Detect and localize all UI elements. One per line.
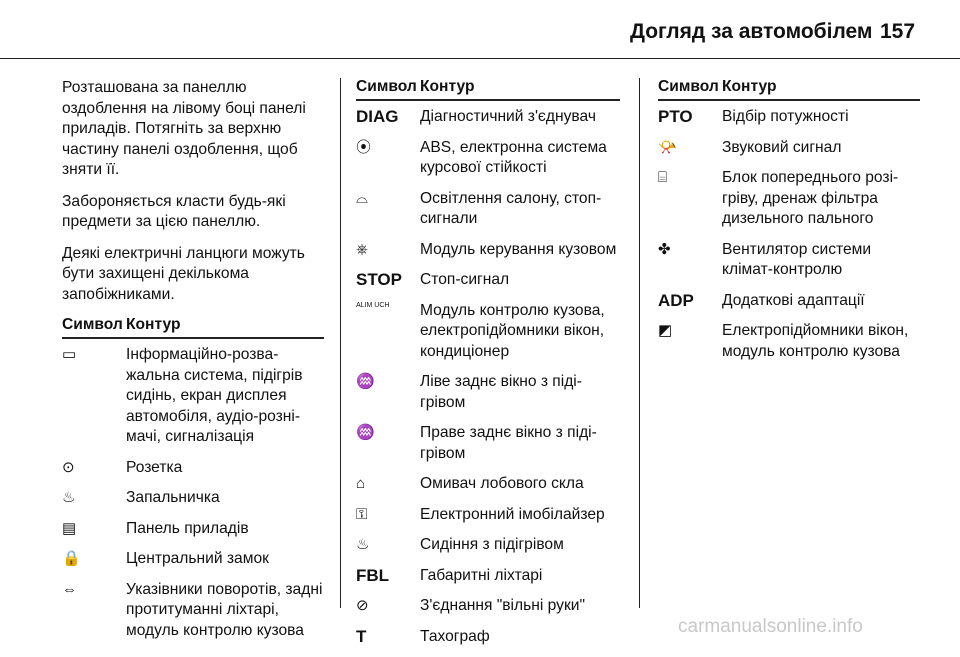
fan-icon: ✤ — [658, 240, 671, 258]
adp-symbol: ADP — [658, 290, 694, 310]
stop-symbol: STOP — [356, 270, 402, 289]
column-divider — [340, 78, 341, 608]
symbol-header: Символ — [62, 316, 123, 333]
socket-icon: ⊙ — [62, 458, 75, 476]
column-right — [658, 78, 920, 372]
fuse-row — [356, 107, 620, 128]
fuse-row — [356, 596, 620, 617]
fbl-symbol: FBL — [356, 565, 390, 585]
column-middle — [356, 78, 620, 657]
preheat-icon: ⌸ — [658, 169, 668, 186]
rear-window-heater-left-icon: ♒ — [356, 373, 375, 390]
fuse-row — [356, 138, 620, 179]
fuse-description: Стоп-сигнал — [420, 271, 510, 288]
immobiliser-icon: ⚿ — [356, 505, 368, 523]
pto-symbol: PTO — [658, 107, 693, 126]
fuse-table-header — [356, 78, 620, 101]
fuse-row — [658, 107, 920, 128]
fuse-description: Електронний імобілайзер — [420, 505, 605, 523]
turn-signal-icon: ⇔ — [62, 580, 77, 598]
fuse-description: Омивач лобового скла — [420, 475, 584, 492]
rear-window-heater-right-icon: ♒ — [356, 424, 375, 441]
fuse-row — [62, 488, 324, 509]
fuse-description: З'єднання "вільні руки" — [420, 597, 586, 614]
fuse-row — [356, 627, 620, 648]
fuse-description: Ліве заднє вікно з піді-грівом — [420, 373, 582, 411]
fuse-row — [356, 566, 620, 587]
interior-light-icon: ⌓ — [356, 189, 368, 207]
intro-paragraph-1: Розташована за панеллю оздоблення на лівому боці панелі приладів. Потягніть за верхню частину панелі оздоблення, щоб зняти її. — [62, 79, 306, 178]
fuse-description: Панель приладів — [126, 519, 249, 537]
circuit-header: Контур — [126, 316, 181, 333]
watermark: carmanualsonline.info — [678, 616, 863, 637]
fuse-description: Інформаційно-розва-жальна система, підігрів сидінь, екран дисплея автомобіля, аудіо-розні-мачі, сигналізація — [126, 346, 303, 445]
intro-paragraph-3: Деякі електричні ланцюги можуть бути захищені декількома запобіжниками. — [62, 244, 305, 303]
fuse-row — [658, 291, 920, 312]
central-lock-icon: 🔒 — [62, 550, 81, 567]
fuse-row — [356, 535, 620, 556]
fuse-row — [658, 138, 920, 159]
abs-icon: ⦿ — [356, 138, 372, 156]
power-window-icon: ◩ — [658, 322, 673, 339]
heated-seat-icon: ♨ — [356, 536, 370, 553]
windscreen-washer-icon: ⌂ — [356, 475, 366, 492]
fuse-description: Розетка — [126, 458, 183, 476]
fuse-description: Модуль керування кузовом — [420, 240, 617, 258]
fuse-row — [658, 321, 920, 362]
column-left — [62, 78, 324, 651]
fuse-description: Габаритні ліхтарі — [420, 566, 543, 584]
symbol-header: Символ — [658, 78, 719, 95]
fuse-description: Блок попереднього розі-гріву, дренаж фільтра дизельного пального — [722, 169, 899, 227]
header-divider — [0, 58, 960, 59]
instrument-panel-icon: ▤ — [62, 519, 77, 537]
column-divider — [639, 78, 640, 608]
fuse-description: Тахограф — [420, 627, 490, 645]
fuse-description: Електропідйомники вікон, модуль контролю кузова — [722, 322, 909, 360]
fuse-row — [356, 270, 620, 291]
fuse-row — [62, 549, 324, 570]
hands-free-icon: ⊘ — [356, 597, 369, 614]
fuse-description: Освітлення салону, стоп-сигнали — [420, 189, 602, 227]
fuse-description: Запальничка — [126, 489, 220, 506]
diag-symbol: DIAG — [356, 107, 399, 126]
fuse-row — [356, 423, 620, 464]
fuse-row — [62, 345, 324, 448]
fuse-table-header — [658, 78, 920, 101]
page-header — [0, 0, 960, 60]
alim-uch-symbol: ALIM UCH — [356, 301, 390, 309]
circuit-header: Контур — [420, 78, 475, 95]
horn-icon: 📯 — [658, 138, 677, 156]
fuse-row — [62, 458, 324, 479]
infotainment-icon: ▭ — [62, 346, 77, 363]
fuse-row — [356, 474, 620, 495]
cigarette-lighter-icon: ♨ — [62, 489, 76, 506]
fuse-description: Сидіння з підігрівом — [420, 536, 564, 553]
fuse-row — [356, 240, 620, 261]
fuse-row — [658, 168, 920, 230]
fuse-description: Указівники поворотів, задні протитуманні ліхтарі, модуль контролю кузова — [126, 580, 323, 639]
fuse-row — [62, 519, 324, 540]
fuse-description: ABS, електронна система курсової стійкості — [420, 138, 607, 176]
fuse-description: Діагностичний з'єднувач — [420, 108, 596, 125]
circuit-header: Контур — [722, 78, 777, 95]
fuse-row — [356, 301, 620, 363]
fuse-description: Вентилятор системи клімат-контролю — [722, 240, 872, 278]
fuse-row — [356, 372, 620, 413]
fuse-row — [62, 580, 324, 642]
fuse-description: Додаткові адаптації — [722, 291, 865, 309]
fuse-description: Центральний замок — [126, 550, 269, 567]
intro-paragraph-2: Забороняється класти будь-які предмети за цією панеллю. — [62, 192, 286, 230]
fuse-table-header — [62, 316, 324, 339]
fuse-description: Відбір потужності — [722, 108, 849, 125]
section-title: Догляд за автомобілем — [630, 20, 873, 43]
fuse-description: Модуль контролю кузова, електропідйомники вікон, кондиціонер — [420, 301, 605, 360]
fuse-row — [356, 505, 620, 526]
fuse-row — [658, 240, 920, 281]
body-control-module-icon: ⎈ — [356, 240, 369, 258]
fuse-description: Звуковий сигнал — [722, 138, 842, 156]
fuse-description: Праве заднє вікно з піді-грівом — [420, 424, 597, 462]
page-number: 157 — [880, 20, 916, 43]
tachograph-symbol: T — [356, 626, 367, 646]
symbol-header: Символ — [356, 78, 417, 95]
fuse-row — [356, 189, 620, 230]
